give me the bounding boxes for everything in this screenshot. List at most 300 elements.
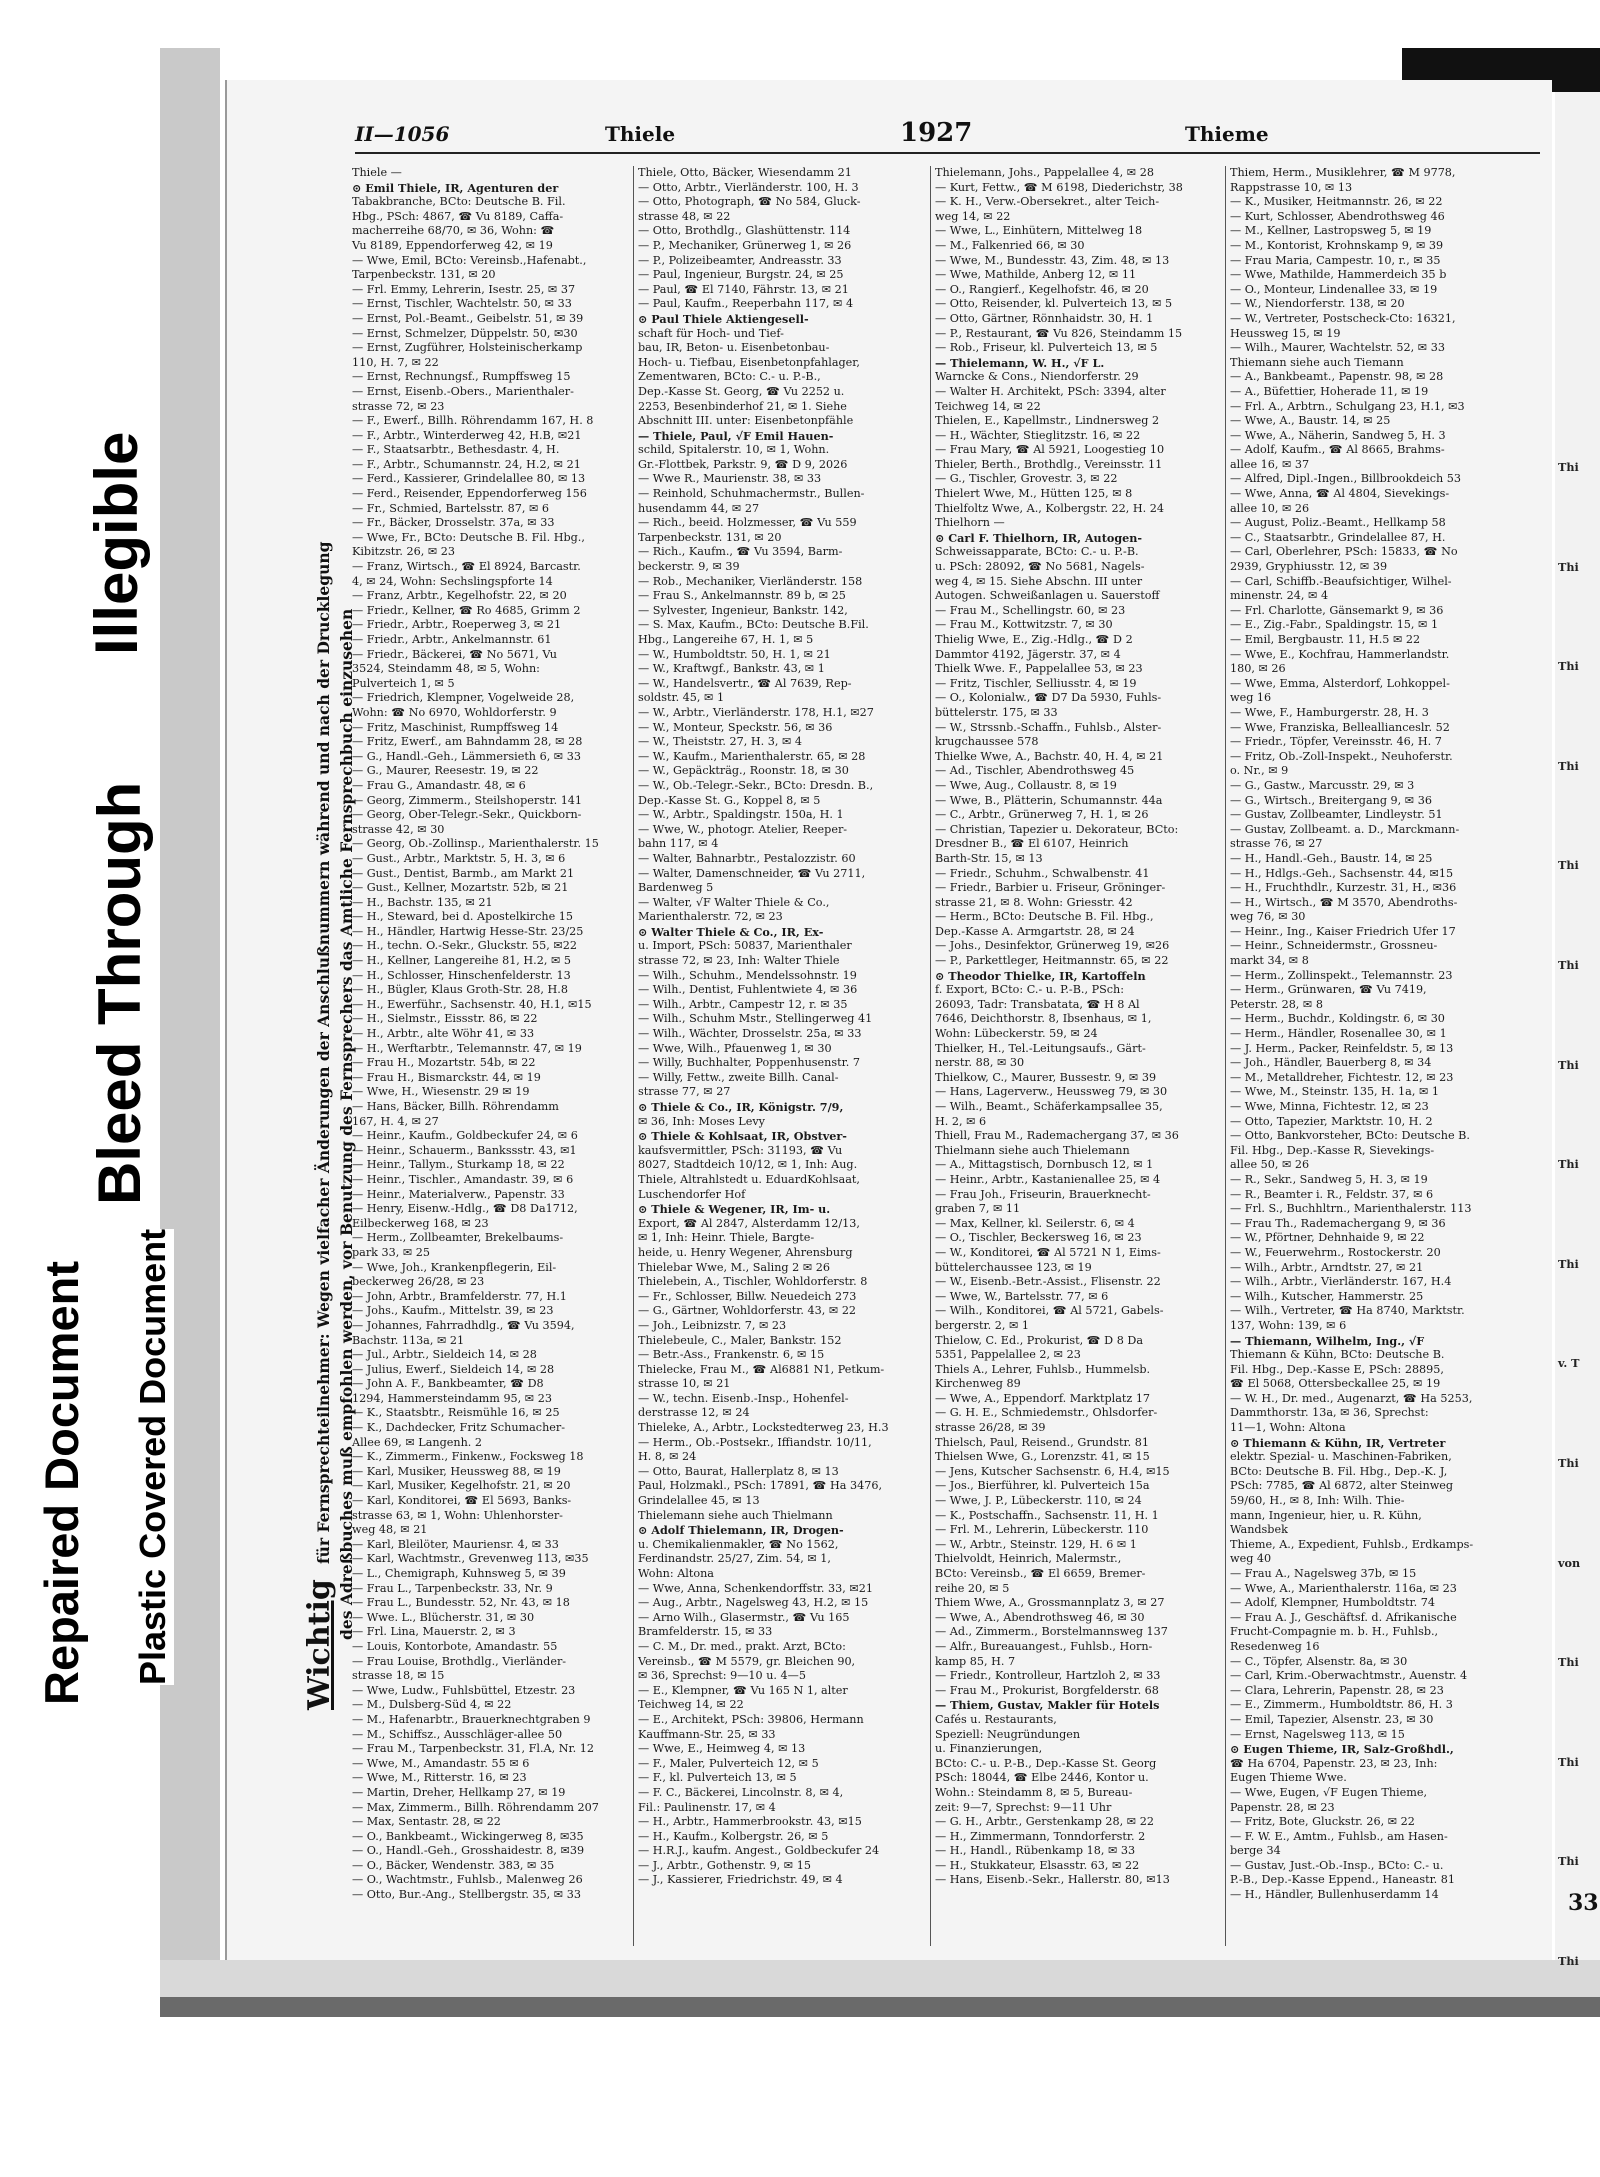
directory-entry: PSch: 7785, ☎ Al 6872, alter Steinweg xyxy=(1230,1479,1454,1493)
directory-entry: — Wwe, A., Eppendorf. Marktplatz 17 xyxy=(935,1391,1151,1405)
directory-entry: 5351, Pappelallee 2, ✉ 23 xyxy=(935,1348,1081,1362)
directory-entry: — M., Dulsberg-Süd 4, ✉ 22 xyxy=(352,1698,512,1712)
directory-entry: Thielvoldt, Heinrich, Malermstr., xyxy=(935,1552,1122,1566)
directory-entry: — K. H., Verw.-Obersekret., alter Teich- xyxy=(935,195,1160,209)
directory-entry: — Fritz, Ob.-Zoll-Inspekt., Neuhoferstr. xyxy=(1230,749,1453,763)
directory-entry: Gr.-Flottbek, Parkstr. 9, ☎ D 9, 2026 xyxy=(638,457,848,471)
directory-entry: Cafés u. Restaurants, xyxy=(935,1712,1057,1726)
directory-entry: ⊙ Carl F. Thielhorn, IR, Autogen- xyxy=(935,530,1143,545)
directory-entry: — Otto, Bankvorsteher, BCto: Deutsche B. xyxy=(1230,1129,1470,1143)
directory-entry: — Franz, Arbtr., Kegelhofstr. 22, ✉ 20 xyxy=(352,589,567,603)
directory-entry: Dep.-Kasse A. Armgartstr. 28, ✉ 24 xyxy=(935,924,1135,938)
directory-entry: — Ernst, Schmelzer, Düppelstr. 50, ✉30 xyxy=(352,326,578,340)
directory-entry: ⊙ Thiele & Kohlsaat, IR, Obstver- xyxy=(638,1129,847,1144)
edge-fragment: Thi xyxy=(1558,1455,1579,1470)
directory-entry: — Clara, Lehrerin, Papenstr. 28, ✉ 23 xyxy=(1230,1683,1444,1697)
directory-entry: — Otto, Bur.-Ang., Stellbergstr. 35, ✉ 33 xyxy=(352,1888,581,1902)
directory-entry: ✉ 1, Inh: Heinr. Thiele, Bargte- xyxy=(638,1231,815,1245)
directory-entry: — F., kl. Pulverteich 13, ✉ 5 xyxy=(638,1771,797,1785)
directory-entry: Teichweg 14, ✉ 22 xyxy=(935,399,1041,413)
directory-entry: — Wilh., Wächter, Drosselstr. 25a, ✉ 33 xyxy=(638,1027,862,1041)
directory-entry: — H., Wirtsch., ☎ M 3570, Abendroths- xyxy=(1230,895,1458,909)
directory-entry: — Frau A. J., Geschäftsf. d. Afrikanische xyxy=(1230,1610,1457,1624)
directory-entry: — Ernst, Zugführer, Holsteinischerkamp xyxy=(352,341,583,355)
directory-entry: — Wwe, W., photogr. Atelier, Reeper- xyxy=(638,822,848,836)
directory-entry: — W., Strssnb.-Schaffn., Fuhlsb., Alster- xyxy=(935,720,1162,734)
directory-entry: — Wwe, F., Hamburgerstr. 28, H. 3 xyxy=(1230,705,1429,719)
directory-entry: 7646, Deichthorstr. 8, Ibsenhaus, ✉ 1, xyxy=(935,1012,1152,1026)
directory-entry: Autogen. Schweißanlagen u. Sauerstoff xyxy=(935,589,1160,603)
directory-entry: — Martin, Dreher, Hellkamp 27, ✉ 19 xyxy=(352,1785,566,1799)
listing-column-3 xyxy=(935,166,1210,1956)
directory-entry: Thielke Wwe, A., Bachstr. 40, H. 4, ✉ 21 xyxy=(935,749,1164,763)
directory-entry: Thielow, C. Ed., Prokurist, ☎ D 8 Da xyxy=(935,1333,1144,1347)
directory-entry: Thielebar Wwe, M., Saling 2 ✉ 26 xyxy=(638,1260,830,1274)
directory-entry: Dep.-Kasse St. Georg, ☎ Vu 2252 u. xyxy=(638,384,845,398)
edge-fragment: Thi xyxy=(1558,758,1579,773)
directory-entry: ⊙ Paul Thiele Aktiengesell- xyxy=(638,311,809,326)
directory-entry: — Rob., Mechaniker, Vierländerstr. 158 xyxy=(638,574,863,588)
directory-entry: — Alfred, Dipl.-Ingen., Billbrookdeich 53 xyxy=(1230,472,1462,486)
header-first-name: Thiele xyxy=(605,122,676,146)
directory-entry: strasse 76, ✉ 27 xyxy=(1230,837,1323,851)
page-number: II—1056 xyxy=(355,122,450,146)
directory-entry: ☎ El 5068, Ottersbeckallee 25, ✉ 19 xyxy=(1230,1377,1441,1391)
listing-column-2 xyxy=(638,166,913,1956)
column-divider xyxy=(1225,166,1226,1946)
directory-entry: 1294, Hammersteindamm 95, ✉ 23 xyxy=(352,1391,552,1405)
directory-entry: Dammthorstr. 13a, ✉ 36, Sprechst: xyxy=(1230,1406,1429,1420)
directory-entry: elektr. Spezial- u. Maschinen-Fabriken, xyxy=(1230,1450,1452,1464)
directory-entry: — Friedr., Bäckerei, ☎ No 5671, Vu xyxy=(352,647,557,661)
directory-entry: Thielemann siehe auch Thielmann xyxy=(638,1508,833,1522)
column-divider xyxy=(930,166,931,1946)
directory-entry: — Reinhold, Schuhmachermstr., Bullen- xyxy=(638,487,865,501)
directory-entry: weg 48, ✉ 21 xyxy=(352,1523,428,1537)
directory-entry: — H., Wächter, Stieglitzstr. 16, ✉ 22 xyxy=(935,428,1141,442)
directory-entry: 110, H. 7, ✉ 22 xyxy=(352,355,439,369)
directory-entry: ⊙ Theodor Thielke, IR, Kartoffeln xyxy=(935,968,1146,983)
directory-entry: Bachstr. 113a, ✉ 21 xyxy=(352,1333,465,1347)
directory-entry: — Carl, Oberlehrer, PSch: 15833, ☎ No xyxy=(1230,545,1458,559)
directory-entry: — Christian, Tapezier u. Dekorateur, BCto: xyxy=(935,822,1179,836)
directory-entry: — Ad., Zimmerm., Borstelmannsweg 137 xyxy=(935,1625,1168,1639)
directory-entry: — Otto, Photograph, ☎ No 584, Gluck- xyxy=(638,195,861,209)
directory-entry: 3524, Steindamm 48, ✉ 5, Wohn: xyxy=(352,662,540,676)
directory-entry: — Johs., Kaufm., Mittelstr. 39, ✉ 23 xyxy=(352,1304,554,1318)
directory-entry: — Friedr., Töpfer, Vereinsstr. 46, H. 7 xyxy=(1230,735,1442,749)
directory-entry: — Herm., BCto: Deutsche B. Fil. Hbg., xyxy=(935,910,1154,924)
directory-entry: — John, Arbtr., Bramfelderstr. 77, H.1 xyxy=(352,1289,567,1303)
directory-entry: markt 34, ✉ 8 xyxy=(1230,954,1309,968)
directory-entry: — Frau S., Ankelmannstr. 89 b, ✉ 25 xyxy=(638,589,846,603)
directory-entry: — H., Arbtr., Hammerbrookstr. 43, ✉15 xyxy=(638,1815,862,1829)
directory-entry: — H., Handl., Rübenkamp 18, ✉ 33 xyxy=(935,1844,1136,1858)
directory-entry: — Hans, Eisenb.-Sekr., Hallerstr. 80, ✉13 xyxy=(935,1873,1170,1887)
directory-entry: — Max, Sentastr. 28, ✉ 22 xyxy=(352,1815,501,1829)
directory-entry: — Paul, Ingenieur, Burgstr. 24, ✉ 25 xyxy=(638,268,844,282)
directory-entry: beckerweg 26/28, ✉ 23 xyxy=(352,1275,485,1289)
directory-entry: — K., Musiker, Heitmannstr. 26, ✉ 22 xyxy=(1230,195,1443,209)
edge-fragment: von xyxy=(1558,1555,1581,1570)
directory-entry: — W., Konditorei, ☎ Al 5721 N 1, Eims- xyxy=(935,1245,1161,1259)
directory-entry: — Frau M., Prokurist, Borgfelderstr. 68 xyxy=(935,1683,1159,1697)
directory-entry: — Wwe, M., Ritterstr. 16, ✉ 23 xyxy=(352,1771,527,1785)
directory-entry: — Emil, Tapezier, Alsenstr. 23, ✉ 30 xyxy=(1230,1712,1434,1726)
directory-entry: — G. H. E., Schmiedemstr., Ohlsdorfer- xyxy=(935,1406,1158,1420)
directory-entry: Tarpenbeckstr. 131, ✉ 20 xyxy=(638,530,782,544)
directory-entry: — Fritz, Tischler, Selliusstr. 4, ✉ 19 xyxy=(935,676,1137,690)
directory-entry: — Adolf, Kaufm., ☎ Al 8665, Brahms- xyxy=(1230,443,1445,457)
directory-entry: — Wwe R., Maurienstr. 38, ✉ 33 xyxy=(638,472,822,486)
directory-entry: — J., Arbtr., Gothenstr. 9, ✉ 15 xyxy=(638,1858,811,1872)
directory-entry: — Frau G., Amandastr. 48, ✉ 6 xyxy=(352,778,526,792)
directory-entry: — S. Max, Kaufm., BCto: Deutsche B.Fil. xyxy=(638,618,869,632)
directory-entry: — Wwe. L., Blücherstr. 31, ✉ 30 xyxy=(352,1610,535,1624)
directory-entry: — Wwe, Eugen, √F Eugen Thieme, xyxy=(1230,1785,1428,1799)
directory-entry: bau, IR, Beton- u. Eisenbetonbau- xyxy=(638,341,830,355)
directory-entry: weg 14, ✉ 22 xyxy=(935,209,1011,223)
directory-entry: — F. W. E., Amtm., Fuhlsb., am Hasen- xyxy=(1230,1829,1448,1843)
directory-entry: — Friedr., Kellner, ☎ Ro 4685, Grimm 2 xyxy=(352,603,581,617)
label-repaired: Repaired Document xyxy=(35,1261,88,1705)
directory-entry: ⊙ Walter Thiele & Co., IR, Ex- xyxy=(638,924,824,939)
directory-entry: Thielfoltz Wwe, A., Kolbergstr. 22, H. 24 xyxy=(935,501,1164,515)
directory-entry: — W., Vertreter, Postscheck-Cto: 16321, xyxy=(1230,311,1456,325)
directory-entry: krugchaussee 578 xyxy=(935,735,1039,749)
directory-entry: — A., Bankbeamt., Papenstr. 98, ✉ 28 xyxy=(1230,370,1444,384)
directory-entry: — Wwe, Joh., Krankenpflegerin, Eil- xyxy=(352,1260,557,1274)
directory-entry: — Ferd., Kassierer, Grindelallee 80, ✉ 13 xyxy=(352,472,586,486)
directory-entry: — Karl, Konditorei, ☎ El 5693, Banks- xyxy=(352,1494,572,1508)
directory-entry: — Gust., Kellner, Mozartstr. 52b, ✉ 21 xyxy=(352,881,569,895)
directory-entry: Vu 8189, Eppendorferweg 42, ✉ 19 xyxy=(352,238,553,252)
directory-entry: strasse 63, ✉ 1, Wohn: Uhlenhorster- xyxy=(352,1508,563,1522)
directory-entry: — A., Büfettier, Hoherade 11, ✉ 19 xyxy=(1230,384,1429,398)
directory-entry: — O., Kolonialw., ☎ D7 Da 5930, Fuhls- xyxy=(935,691,1162,705)
directory-entry: — Wwe, A., Baustr. 14, ✉ 25 xyxy=(1230,414,1391,428)
directory-entry: — W., Ob.-Telegr.-Sekr., BCto: Dresdn. B., xyxy=(638,778,874,792)
directory-entry: — Walter, √F Walter Thiele & Co., xyxy=(638,895,830,909)
directory-entry: — O., Tischler, Beckersweg 16, ✉ 23 xyxy=(935,1231,1142,1245)
directory-entry: — Frl. S., Buchhltrn., Marienthalerstr. 113 xyxy=(1230,1202,1472,1216)
directory-entry: — O., Handl.-Geh., Grosshaidestr. 8, ✉39 xyxy=(352,1844,585,1858)
directory-entry: — Walter, Bahnarbtr., Pestalozzistr. 60 xyxy=(638,851,856,865)
directory-entry: Thielebeule, C., Maler, Bankstr. 152 xyxy=(638,1333,842,1347)
directory-entry: Thielert Wwe, M., Hütten 125, ✉ 8 xyxy=(935,487,1133,501)
directory-entry: — W., Kaufm., Marienthalerstr. 65, ✉ 28 xyxy=(638,749,866,763)
directory-entry: — Wwe, Wilh., Pfauenweg 1, ✉ 30 xyxy=(638,1041,832,1055)
directory-entry: — Otto, Arbtr., Vierländerstr. 100, H. 3 xyxy=(638,180,859,194)
directory-entry: — H., Händler, Bullenhuserdamm 14 xyxy=(1230,1888,1439,1902)
notice-line-1: für Fernsprechteilnehmer: Wegen vielfacher Änderungen der Anschlußnummern während und nach der Drucklegung xyxy=(314,541,333,1565)
directory-entry: — Georg, Zimmerm., Steilshoperstr. 141 xyxy=(352,793,583,807)
directory-entry: — M., Metalldreher, Fichtestr. 12, ✉ 23 xyxy=(1230,1070,1454,1084)
edge-fragment: Thi xyxy=(1558,1953,1579,1968)
directory-entry: Hbg., PSch: 4867, ☎ Vu 8189, Caffa- xyxy=(352,209,564,223)
directory-entry: Thiele — xyxy=(352,166,402,179)
directory-entry: — Wwe, Anna, ☎ Al 4804, Sievekings- xyxy=(1230,487,1450,501)
directory-entry: — W., Monteur, Speckstr. 56, ✉ 36 xyxy=(638,720,833,734)
directory-entry: — Wwe, M., Amandastr. 55 ✉ 6 xyxy=(352,1756,530,1770)
directory-entry: — Wilh., Kutscher, Hammerstr. 25 xyxy=(1230,1289,1424,1303)
directory-entry: Thielkow, C., Maurer, Bussestr. 9, ✉ 39 xyxy=(935,1070,1157,1084)
directory-entry: — G., Maurer, Reesestr. 19, ✉ 22 xyxy=(352,764,539,778)
directory-entry: — Wilh., Dentist, Fuhlentwiete 4, ✉ 36 xyxy=(638,983,858,997)
directory-entry: Thiemann siehe auch Tiemann xyxy=(1230,355,1404,369)
directory-entry: — Herm., Zollinspekt., Telemannstr. 23 xyxy=(1230,968,1453,982)
directory-entry: — M., Kontorist, Krohnskamp 9, ✉ 39 xyxy=(1230,238,1444,252)
directory-entry: — Wwe, Aug., Collaustr. 8, ✉ 19 xyxy=(935,778,1117,792)
directory-entry: graben 7, ✉ 11 xyxy=(935,1202,1021,1216)
directory-entry: Tarpenbeckstr. 131, ✉ 20 xyxy=(352,268,496,282)
directory-entry: — Friedr., Schuhm., Schwalbenstr. 41 xyxy=(935,866,1150,880)
directory-entry: — Ad., Tischler, Abendrothsweg 45 xyxy=(935,764,1135,778)
directory-entry: macherreihe 68/70, ✉ 36, Wohn: ☎ xyxy=(352,224,555,238)
directory-entry: — Franz, Wirtsch., ☎ El 8924, Barcastr. xyxy=(352,560,581,574)
directory-entry: — H., Stukkateur, Elsasstr. 63, ✉ 22 xyxy=(935,1858,1140,1872)
directory-entry: park 33, ✉ 25 xyxy=(352,1245,431,1259)
directory-entry: — Wwe, B., Plätterin, Schumannstr. 44a xyxy=(935,793,1163,807)
directory-entry: Thiem, Herm., Musiklehrer, ☎ M 9778, xyxy=(1230,166,1456,179)
directory-entry: husendamm 44, ✉ 27 xyxy=(638,501,760,515)
directory-entry: strasse 77, ✉ 27 xyxy=(638,1085,731,1099)
directory-entry: Thiele, Altrahlstedt u. EduardKohlsaat, xyxy=(638,1172,860,1186)
directory-entry: — Otto, Brothdlg., Glashüttenstr. 114 xyxy=(638,224,851,238)
directory-entry: — C., Töpfer, Alsenstr. 8a, ✉ 30 xyxy=(1230,1654,1408,1668)
directory-entry: — Johannes, Fahrradhdlg., ☎ Vu 3594, xyxy=(352,1318,575,1332)
directory-entry: Wandsbek xyxy=(1230,1523,1288,1537)
directory-entry: reihe 20, ✉ 5 xyxy=(935,1581,1010,1595)
directory-entry: Thieler, Berth., Brothdlg., Vereinsstr. 11 xyxy=(935,457,1163,471)
directory-entry: — Wilh., Beamt., Schäferkampsallee 35, xyxy=(935,1100,1163,1113)
directory-entry: — Wilh., Schuhm., Mendelssohnstr. 19 xyxy=(638,968,857,982)
directory-entry: — M., Kellner, Lastropsweg 5, ✉ 19 xyxy=(1230,224,1432,238)
header-rule xyxy=(355,152,1540,154)
directory-entry: — Heinr., Tischler., Amandastr. 39, ✉ 6 xyxy=(352,1172,574,1186)
edge-fragment: Thi xyxy=(1558,559,1579,574)
directory-entry: — Frau Louise, Brothdlg., Vierländer- xyxy=(352,1654,567,1668)
directory-entry: — F., Ewerf., Billh. Röhrendamm 167, H. 8 xyxy=(352,414,594,428)
directory-entry: — W., Pförtner, Dehnhaide 9, ✉ 22 xyxy=(1230,1231,1425,1245)
directory-entry: ✉ 36, Sprechst: 9—10 u. 4—5 xyxy=(638,1669,806,1683)
directory-entry: 26093, Tadr: Transbatata, ☎ H 8 Al xyxy=(935,997,1140,1011)
directory-entry: 137, Wohn: 139, ✉ 6 xyxy=(1230,1318,1347,1332)
directory-entry: — Emil, Bergbaustr. 11, H.5 ✉ 22 xyxy=(1230,633,1421,646)
directory-entry: o. Nr., ✉ 9 xyxy=(1230,764,1289,778)
directory-entry: — H., Schlosser, Hinschenfelderstr. 13 xyxy=(352,968,571,982)
directory-entry: — Wwe, E., Kochfrau, Hammerlandstr. xyxy=(1230,647,1450,661)
directory-entry: weg 76, ✉ 30 xyxy=(1230,910,1306,924)
directory-entry: — John A. F., Bankbeamter, ☎ D8 xyxy=(352,1377,544,1391)
directory-entry: Thielen, E., Kapellmstr., Lindnersweg 2 xyxy=(935,414,1160,428)
directory-entry: Marienthalerstr. 72, ✉ 23 xyxy=(638,910,783,924)
directory-entry: — Wwe, A., Näherin, Sandweg 5, H. 3 xyxy=(1230,428,1446,442)
page-header xyxy=(355,118,1535,156)
directory-entry: berge 34 xyxy=(1230,1844,1281,1858)
directory-entry: BCto: C.- u. P.-B., Dep.-Kasse St. Georg xyxy=(935,1756,1157,1770)
column-divider xyxy=(633,166,634,1946)
directory-entry: — A., Mittagstisch, Dornbusch 12, ✉ 1 xyxy=(935,1158,1154,1172)
directory-entry: — Wilh., Schuhm Mstr., Stellingerweg 41 xyxy=(638,1012,873,1026)
directory-entry: schild, Spitalerstr. 10, ✉ 1, Wohn. xyxy=(638,443,830,457)
directory-entry: — Heinr., Materialverw., Papenstr. 33 xyxy=(352,1187,565,1201)
edge-fragment: Thi xyxy=(1558,1256,1579,1271)
directory-entry: — Hans, Bäcker, Billh. Röhrendamm xyxy=(352,1100,559,1113)
directory-entry: PSch: 18044, ☎ Elbe 2446, Kontor u. xyxy=(935,1771,1149,1785)
directory-entry: — August, Poliz.-Beamt., Hellkamp 58 xyxy=(1230,516,1446,530)
directory-entry: — Ernst, Tischler, Wachtelstr. 50, ✉ 33 xyxy=(352,297,572,311)
directory-entry: — Frl. Charlotte, Gänsemarkt 9, ✉ 36 xyxy=(1230,603,1444,617)
directory-entry: Vereinsb., ☎ M 5579, gr. Bleichen 90, xyxy=(638,1654,856,1668)
directory-entry: — Frau M., Kottwitzstr. 7, ✉ 30 xyxy=(935,618,1113,632)
directory-entry: — Frau Mary, ☎ Al 5921, Loogestieg 10 xyxy=(935,443,1165,457)
edge-fragment: Thi xyxy=(1558,957,1579,972)
directory-entry: — Jul., Arbtr., Sieldeich 14, ✉ 28 xyxy=(352,1348,537,1362)
directory-entry: — Rich., Kaufm., ☎ Vu 3594, Barm- xyxy=(638,545,843,559)
directory-entry: — W., Kraftwgf., Bankstr. 43, ✉ 1 xyxy=(638,662,825,676)
directory-entry: — O., Monteur, Lindenallee 33, ✉ 19 xyxy=(1230,282,1438,296)
next-page-number: 33 xyxy=(1568,1890,1599,1916)
directory-entry: — Wilh., Arbtr., Arndtstr. 27, ✉ 21 xyxy=(1230,1260,1424,1274)
directory-entry: H. 2, ✉ 6 xyxy=(935,1114,987,1128)
directory-entry: — K., Postschaffn., Sachsenstr. 11, H. 1 xyxy=(935,1508,1159,1522)
directory-entry: Zementwaren, BCto: C.- u. P.-B., xyxy=(638,370,821,384)
header-last-name: Thieme xyxy=(1185,122,1269,146)
directory-entry: u. Chemikalienmakler, ☎ No 1562, xyxy=(638,1537,839,1551)
directory-entry: Peterstr. 28, ✉ 8 xyxy=(1230,997,1323,1011)
directory-entry: weg 16 xyxy=(1230,691,1272,705)
directory-entry: — C. M., Dr. med., prakt. Arzt, BCto: xyxy=(638,1639,846,1653)
directory-entry: — W., Eisenb.-Betr.-Assist., Flisenstr. 22 xyxy=(935,1275,1161,1289)
scan-bottom-shade xyxy=(160,1960,1600,1997)
directory-entry: Thielig Wwe, E., Zig.-Hdlg., ☎ D 2 xyxy=(935,633,1133,646)
directory-entry: — Wilh., Maurer, Wachtelstr. 52, ✉ 33 xyxy=(1230,341,1445,355)
directory-entry: büttelerchaussee 123, ✉ 19 xyxy=(935,1260,1092,1274)
directory-entry: soldstr. 45, ✉ 1 xyxy=(638,691,725,705)
directory-entry: — K., Dachdecker, Fritz Schumacher- xyxy=(352,1421,566,1435)
directory-entry: — Karl, Musiker, Heussweg 88, ✉ 19 xyxy=(352,1464,561,1478)
directory-entry: ✉ 36, Inh: Moses Levy xyxy=(638,1114,765,1128)
directory-entry: — Wwe, H., Wiesenstr. 29 ✉ 19 xyxy=(352,1085,530,1099)
directory-entry: ⊙ Eugen Thieme, IR, Salz-Großhdl., xyxy=(1230,1742,1454,1757)
directory-entry: Frucht-Compagnie m. b. H., Fuhlsb., xyxy=(1230,1625,1439,1639)
directory-entry: — G., Handl.-Geh., Lämmersieth 6, ✉ 33 xyxy=(352,749,581,763)
directory-entry: — Joh., Händler, Bauerberg 8, ✉ 34 xyxy=(1230,1056,1432,1070)
directory-entry: — Wwe, Mathilde, Anberg 12, ✉ 11 xyxy=(935,268,1137,282)
directory-entry: Dammtor 4192, Jägerstr. 37, ✉ 4 xyxy=(935,647,1121,661)
directory-entry: — Carl, Krim.-Oberwachtmstr., Auenstr. 4 xyxy=(1230,1669,1468,1683)
directory-entry: Ferdinandstr. 25/27, Zim. 54, ✉ 1, xyxy=(638,1552,831,1566)
directory-entry: — Wilh., Konditorei, ☎ Al 5721, Gabels- xyxy=(935,1304,1164,1318)
directory-entry: 59/60, H., ✉ 8, Inh: Wilh. Thie- xyxy=(1230,1494,1405,1508)
directory-entry: — O., Bankbeamt., Wickingerweg 8, ✉35 xyxy=(352,1829,584,1843)
directory-entry: Thielk Wwe. F., Pappelallee 53, ✉ 23 xyxy=(935,662,1143,676)
directory-entry: — Wwe, Anna, Schenkendorffstr. 33, ✉21 xyxy=(638,1581,874,1595)
directory-entry: — Wwe, J. P., Lübeckerstr. 110, ✉ 24 xyxy=(935,1494,1142,1508)
directory-entry: — E., Zimmerm., Humboldtstr. 86, H. 3 xyxy=(1230,1698,1453,1712)
directory-entry: — H., Arbtr., alte Wöhr 41, ✉ 33 xyxy=(352,1027,535,1041)
directory-entry: 8027, Stadtdeich 10/12, ✉ 1, Inh: Aug. xyxy=(638,1158,858,1172)
directory-entry: kaufsvermittler, PSch: 31193, ☎ Vu xyxy=(638,1143,843,1157)
directory-entry: — Alfr., Bureauangest., Fuhlsb., Horn- xyxy=(935,1639,1153,1653)
directory-entry: — Fritz, Bote, Gluckstr. 26, ✉ 22 xyxy=(1230,1815,1415,1829)
directory-entry: 167, H. 4, ✉ 27 xyxy=(352,1114,439,1128)
edge-fragment: Thi xyxy=(1558,1157,1579,1172)
directory-entry: — Frl. A., Arbtrn., Schulgang 23, H.1, ✉3 xyxy=(1230,399,1465,413)
edge-fragment: Thi xyxy=(1558,1854,1579,1869)
directory-entry: 2939, Gryphiusstr. 12, ✉ 39 xyxy=(1230,560,1388,574)
directory-entry: — F., Maler, Pulverteich 12, ✉ 5 xyxy=(638,1756,819,1770)
directory-entry: strasse 72, ✉ 23, Inh: Walter Thiele xyxy=(638,954,840,968)
directory-entry: — Wwe, M., Steinstr. 135, H. 1a, ✉ 1 xyxy=(1230,1085,1439,1099)
directory-entry: Fil.: Paulinenstr. 17, ✉ 4 xyxy=(638,1800,776,1814)
directory-entry: 180, ✉ 26 xyxy=(1230,662,1286,676)
directory-entry: — H., Hdlgs.-Geh., Sachsenstr. 44, ✉15 xyxy=(1230,866,1454,880)
directory-entry: BCto: Deutsche B. Fil. Hbg., Dep.-K. J, xyxy=(1230,1464,1448,1478)
directory-entry: Kibitzstr. 26, ✉ 23 xyxy=(352,545,456,559)
directory-entry: — Fr., Schlosser, Billw. Neuedeich 273 xyxy=(638,1289,857,1303)
notice-line-2: des Adreßbuches muß empfohlen werden, vor Benutzung des Fernsprechers das Amtliche Fernsprechbuch einzusehen xyxy=(337,608,356,1640)
directory-entry: Grindelallee 45, ✉ 13 xyxy=(638,1494,760,1508)
directory-entry: — Wwe, A., Abendrothsweg 46, ✉ 30 xyxy=(935,1610,1145,1624)
directory-entry: — Kurt, Schlosser, Abendrothsweg 46 xyxy=(1230,209,1445,223)
directory-entry: — C., Staatsarbtr., Grindelallee 87, H. xyxy=(1230,530,1446,544)
directory-entry: — H., Händler, Hartwig Hesse-Str. 23/25 xyxy=(352,924,584,938)
directory-entry: Thiem Wwe, A., Grossmannplatz 3, ✉ 27 xyxy=(935,1596,1165,1610)
directory-entry: Thielsch, Paul, Reisend., Grundstr. 81 xyxy=(935,1435,1149,1449)
directory-entry: Papenstr. 28, ✉ 23 xyxy=(1230,1800,1335,1814)
directory-entry: — Wilh., Vertreter, ☎ Ha 8740, Marktstr. xyxy=(1230,1304,1465,1318)
directory-entry: Speziell: Neugründungen xyxy=(935,1727,1081,1741)
directory-entry: — Heinr., Tallym., Sturkamp 18, ✉ 22 xyxy=(352,1158,565,1172)
directory-entry: 11—1, Wohn: Altona xyxy=(1230,1421,1346,1435)
directory-entry: Thieme, A., Expedient, Fuhlsb., Erdkamps- xyxy=(1230,1537,1474,1551)
directory-entry: u. Import, PSch: 50837, Marienthaler xyxy=(638,939,852,953)
directory-entry: weg 4, ✉ 15. Siehe Abschn. III unter xyxy=(935,574,1143,588)
directory-entry: — J., Kassierer, Friedrichstr. 49, ✉ 4 xyxy=(638,1873,843,1887)
directory-entry: — Frau A., Nagelsweg 37b, ✉ 15 xyxy=(1230,1567,1417,1580)
directory-entry: Thiels A., Lehrer, Fuhlsb., Hummelsb. xyxy=(935,1362,1151,1376)
directory-entry: Thiele, Otto, Bäcker, Wiesendamm 21 xyxy=(638,166,852,179)
directory-entry: — R., Beamter i. R., Feldstr. 37, ✉ 6 xyxy=(1230,1187,1434,1201)
directory-entry: H. 8, ✉ 24 xyxy=(638,1450,697,1464)
directory-entry: — Paul, ☎ El 7140, Fährstr. 13, ✉ 21 xyxy=(638,282,849,296)
directory-entry: Kauffmann-Str. 25, ✉ 33 xyxy=(638,1727,776,1741)
directory-entry: — H., Fruchthdlr., Kurzestr. 31, H., ✉36 xyxy=(1230,881,1457,895)
directory-entry: — M., Hafenarbtr., Brauerknechtgraben 9 xyxy=(352,1712,591,1726)
header-year: 1927 xyxy=(900,118,973,148)
directory-entry: — Wwe, Fr., BCto: Deutsche B. Fil. Hbg., xyxy=(352,530,585,544)
directory-entry: — R., Sekr., Sandweg 5, H. 3, ✉ 19 xyxy=(1230,1172,1428,1186)
directory-entry: — Johs., Desinfektor, Grünerweg 19, ✉26 xyxy=(935,939,1170,953)
next-page-edge-text xyxy=(1558,160,1600,1968)
directory-entry: — Thielemann, W. H., √F L. xyxy=(935,355,1105,370)
directory-entry: — Jens, Kutscher Sachsenstr. 6, H.4, ✉15 xyxy=(935,1464,1170,1478)
directory-entry: — Betr.-Ass., Frankenstr. 6, ✉ 15 xyxy=(638,1348,825,1362)
edge-fragment: Thi xyxy=(1558,460,1579,474)
directory-entry: — Gustav, Just.-Ob.-Insp., BCto: C.- u. xyxy=(1230,1858,1444,1872)
directory-entry: — H., Steward, bei d. Apostelkirche 15 xyxy=(352,910,574,924)
directory-entry: — W., Handelsvertr., ☎ Al 7639, Rep- xyxy=(638,676,852,690)
directory-entry: P.-B., Dep.-Kasse Eppend., Haneastr. 81 xyxy=(1230,1873,1456,1887)
directory-entry: nerstr. 88, ✉ 30 xyxy=(935,1056,1025,1070)
directory-entry: — Wwe, W., Bartelsstr. 77, ✉ 6 xyxy=(935,1289,1109,1303)
directory-entry: — Henry, Eisenw.-Hdlg., ☎ D8 Da1712, xyxy=(352,1202,578,1216)
directory-entry: — Wwe, Emma, Alsterdorf, Lohkoppel- xyxy=(1230,676,1450,690)
directory-entry: — Wwe, L., Einhütern, Mittelweg 18 xyxy=(935,224,1143,238)
directory-entry: — P., Polizeibeamter, Andreasstr. 33 xyxy=(638,253,842,267)
